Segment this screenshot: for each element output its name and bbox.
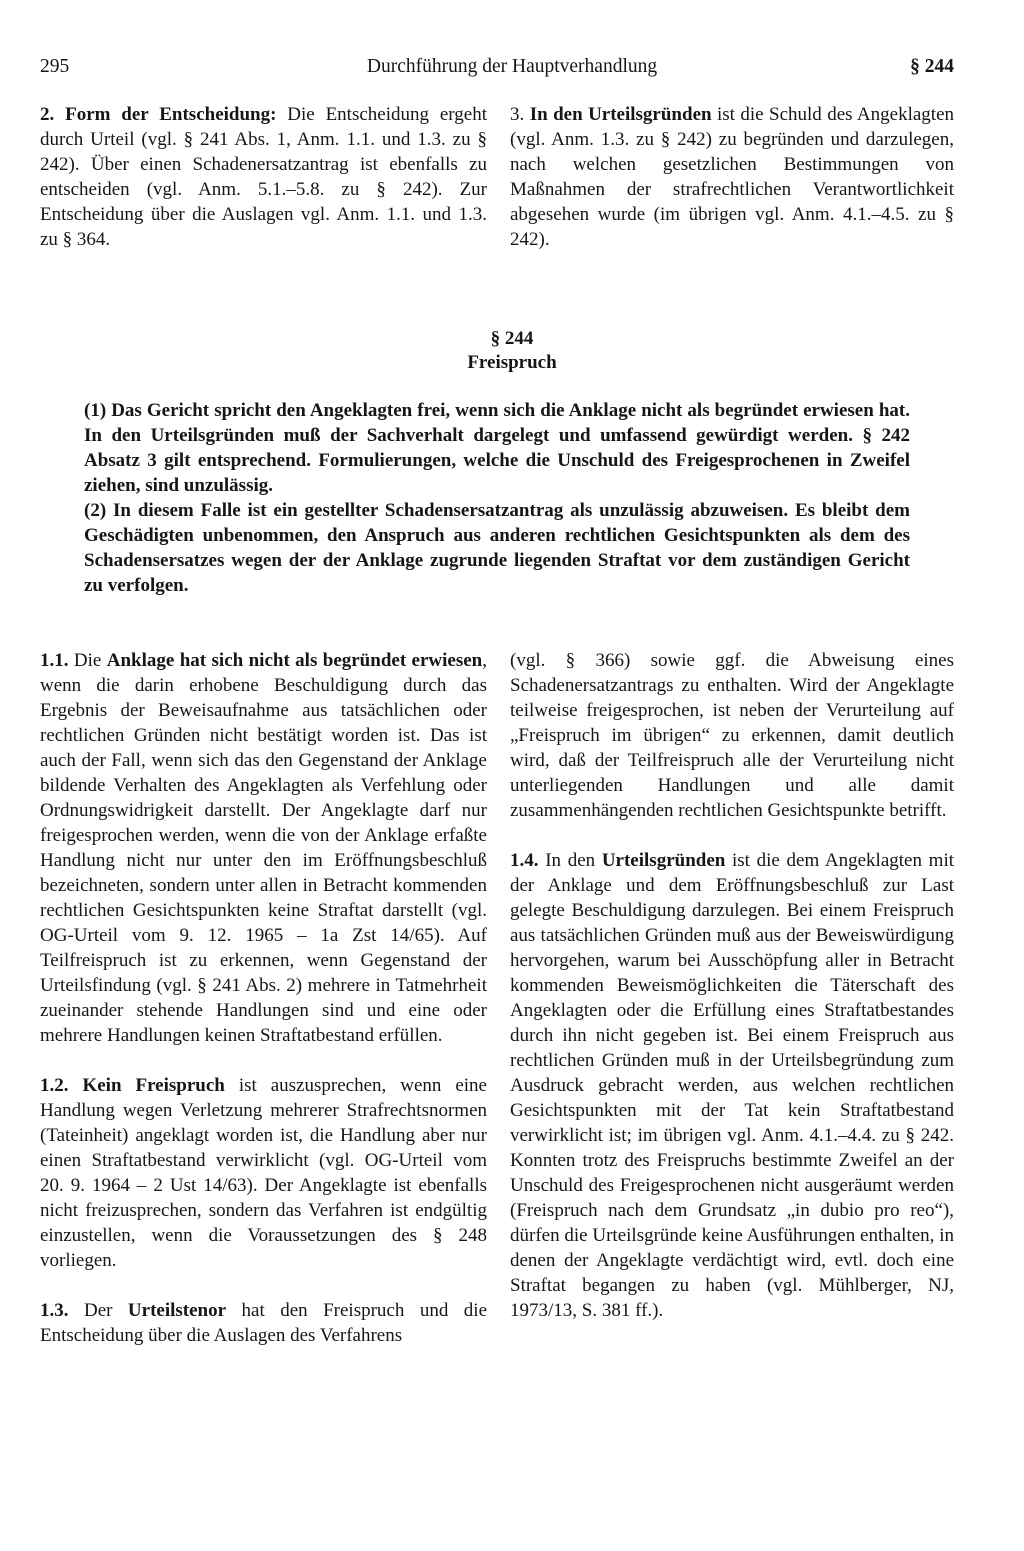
commentary-left-column — [40, 648, 487, 1348]
note-form-der-entscheidung — [40, 102, 487, 252]
note-1-2 — [40, 1073, 487, 1273]
note-1-1 — [40, 648, 487, 1048]
note-keyword: Urteilstenor — [127, 1300, 227, 1321]
law-section-title: Freispruch — [467, 352, 557, 373]
note-number: 1.4. — [510, 850, 546, 871]
note-text: ist die dem Angeklagten mit der Anklage und dem Eröffnungsbeschluß zur Last gelegte Beschuldigung darzulegen. Bei einem Freispruch aus tatsächlichen Gründen muß aus der Beweiswürdigung hervorgehen, warum bei Ausschöpfung aller in Betracht kommenden Beweismöglichkeiten die Täterschaft des Angeklagten oder die Erfüllung eines Straftatbestandes durch ihn nicht gegeben ist. Bei einem Freispruch aus rechtlichen Gründen muß in der Urteilsbegründung zum Ausdruck gebracht werden, aus welchen rechtlichen Gesichtspunkten mit der Tat kein Straftatbestand verwirklicht ist; im übrigen vgl. Anm. 4.1.–4.4. zu § 242. Konnten trotz des Freispruchs bestimmte Zweifel an der Unschuld des Freigesprochenen nicht ausgeräumt werden (Freispruch nach dem Grundsatz „in dubio pro reo“), dürfen die Urteilsgründe keine Ausführungen enthalten, in denen der Angeklagte verdächtigt wird, evtl. doch eine Straftat begangen zu haben (vgl. Mühlberger, NJ, 1973/13, S. 381 ff.). — [510, 850, 954, 1321]
law-paragraph-1: (1) Das Gericht spricht den Angeklagten frei, wenn sich die Anklage nicht als begründet erwiesen hat. In den Urteilsgründen muß der Sachverhalt dargelegt und umfassend gewürdigt werden. § 242 Absatz 3 gilt entsprechend. Formulierungen, welche die Unschuld des Freigesprochenen in Zweifel ziehen, sind unzulässig. — [84, 400, 910, 496]
note-text: Der — [83, 1300, 128, 1321]
note-text: , wenn die darin erhobene Beschuldigung durch das Ergebnis der Beweisaufnahme aus tatsächlichen oder rechtlichen Gründen nicht bestätigt worden ist. Das ist auch der Fall, wenn sich das den Gegenstand der Anklage bildende Verhalten des Angeklagten als Verfehlung oder Ordnungswidrigkeit darstellt. Der Angeklagte darf nur freigesprochen werden, wenn die von der Anklage erfaßte Handlung nicht nur unter den im Eröffnungsbeschluß bezeichneten, sondern unter allen in Betracht kommenden rechtlichen Gesichtspunkten keine Straftat darstellt (vgl. OG-Urteil vom 9. 12. 1965 – 1a Zst 14/65). Auf Teilfreispruch ist zu erkennen, wenn Gegenstand der Urteilsfindung (vgl. § 241 Abs. 2) mehrere in Tatmehrheit zueinander stehende Handlungen sind und eine oder mehrere Handlungen keinen Straftatbestand erfüllen. — [40, 650, 487, 1046]
note-urteilsgruende — [510, 102, 954, 252]
note-text: In den — [545, 850, 602, 871]
law-paragraph-2: (2) In diesem Falle ist ein gestellter Schadensersatzantrag als unzulässig abzuweisen. Es bleibt dem Geschädigten unbenommen, den Anspruch aus anderen rechtlichen Gesichtspunkten als dem des Schadensersatzes wegen der der Anklage zugrunde liegenden Straftat vor dem zuständigen Gericht zu verfolgen. — [84, 500, 910, 596]
running-title: Durchführung der Hauptverhandlung — [366, 56, 658, 77]
law-text — [84, 398, 910, 598]
note-text: Die Entscheidung ergeht durch Urteil (vgl. § 241 Abs. 1, Anm. 1.1. und 1.3. zu § 242). Über einen Schadenersatzantrag ist ebenfalls zu entscheiden (vgl. Anm. 5.1.–5.8. zu § 242). Zur Entscheidung über die Auslagen vgl. Anm. 1.1. und 1.3. zu § 364. — [40, 104, 487, 250]
note-text: hat den Freispruch und die Entscheidung über die Auslagen des Verfahrens — [40, 1300, 488, 1346]
commentary-right-column — [510, 648, 954, 1323]
note-text: ist die Schuld des Angeklagten (vgl. Anm. 1.3. zu § 242) zu begründen und darzulegen, nach welchen gesetzlichen Bestimmungen von Maßnahmen der strafrechtlichen Verantwortlichkeit abgesehen wurde (im übrigen vgl. Anm. 4.1.–4.5. zu § 242). — [510, 104, 955, 250]
note-number: 1.1. — [40, 650, 74, 671]
note-1-3 — [40, 1298, 487, 1348]
running-header — [40, 52, 954, 82]
note-number: 3. — [510, 104, 530, 125]
note-number: 1.3. — [40, 1300, 84, 1321]
note-lead: 2. Form der Entscheidung: — [40, 104, 277, 125]
note-text: ist auszusprechen, wenn eine Handlung wegen Verletzung mehrerer Strafrechtsnormen (Tateinheit) angeklagt worden ist, die Handlung aber nur einen Straftatbestand verwirklicht (vgl. OG-Urteil vom 20. 9. 1964 – 2 Ust 14/63). Der Angeklagte ist ebenfalls nicht freizusprechen, sondern das Verfahren ist endgültig einzustellen, wenn die Voraussetzungen des § 248 vorliegen. — [40, 1075, 487, 1271]
note-1-4 — [510, 848, 954, 1323]
law-section-number: § 244 — [490, 328, 534, 349]
note-number: 1.2. — [40, 1075, 83, 1096]
note-keyword: Kein Freispruch — [82, 1075, 225, 1096]
note-lead: In den Urteilsgründen — [529, 104, 712, 125]
note-keyword: Urteilsgründen — [601, 850, 726, 871]
note-keyword: Anklage hat sich nicht als begründet erwiesen — [106, 650, 483, 671]
note-1-3-continued: (vgl. § 366) sowie ggf. die Abweisung eines Schadenersatzantrags zu enthalten. Wird der Angeklagte teilweise freigesprochen, ist neben der Verurteilung auf „Freispruch im übrigen“ zu erkennen, damit deutlich wird, daß der Teilfreispruch alle der Verurteilung nicht unterliegenden Handlungen und alle damit zusammenhängenden rechtlichen Gesichtspunkte betrifft. — [510, 650, 954, 821]
page-number: 295 — [40, 56, 70, 77]
note-text: Die — [73, 650, 107, 671]
section-marker: § 244 — [910, 56, 954, 77]
